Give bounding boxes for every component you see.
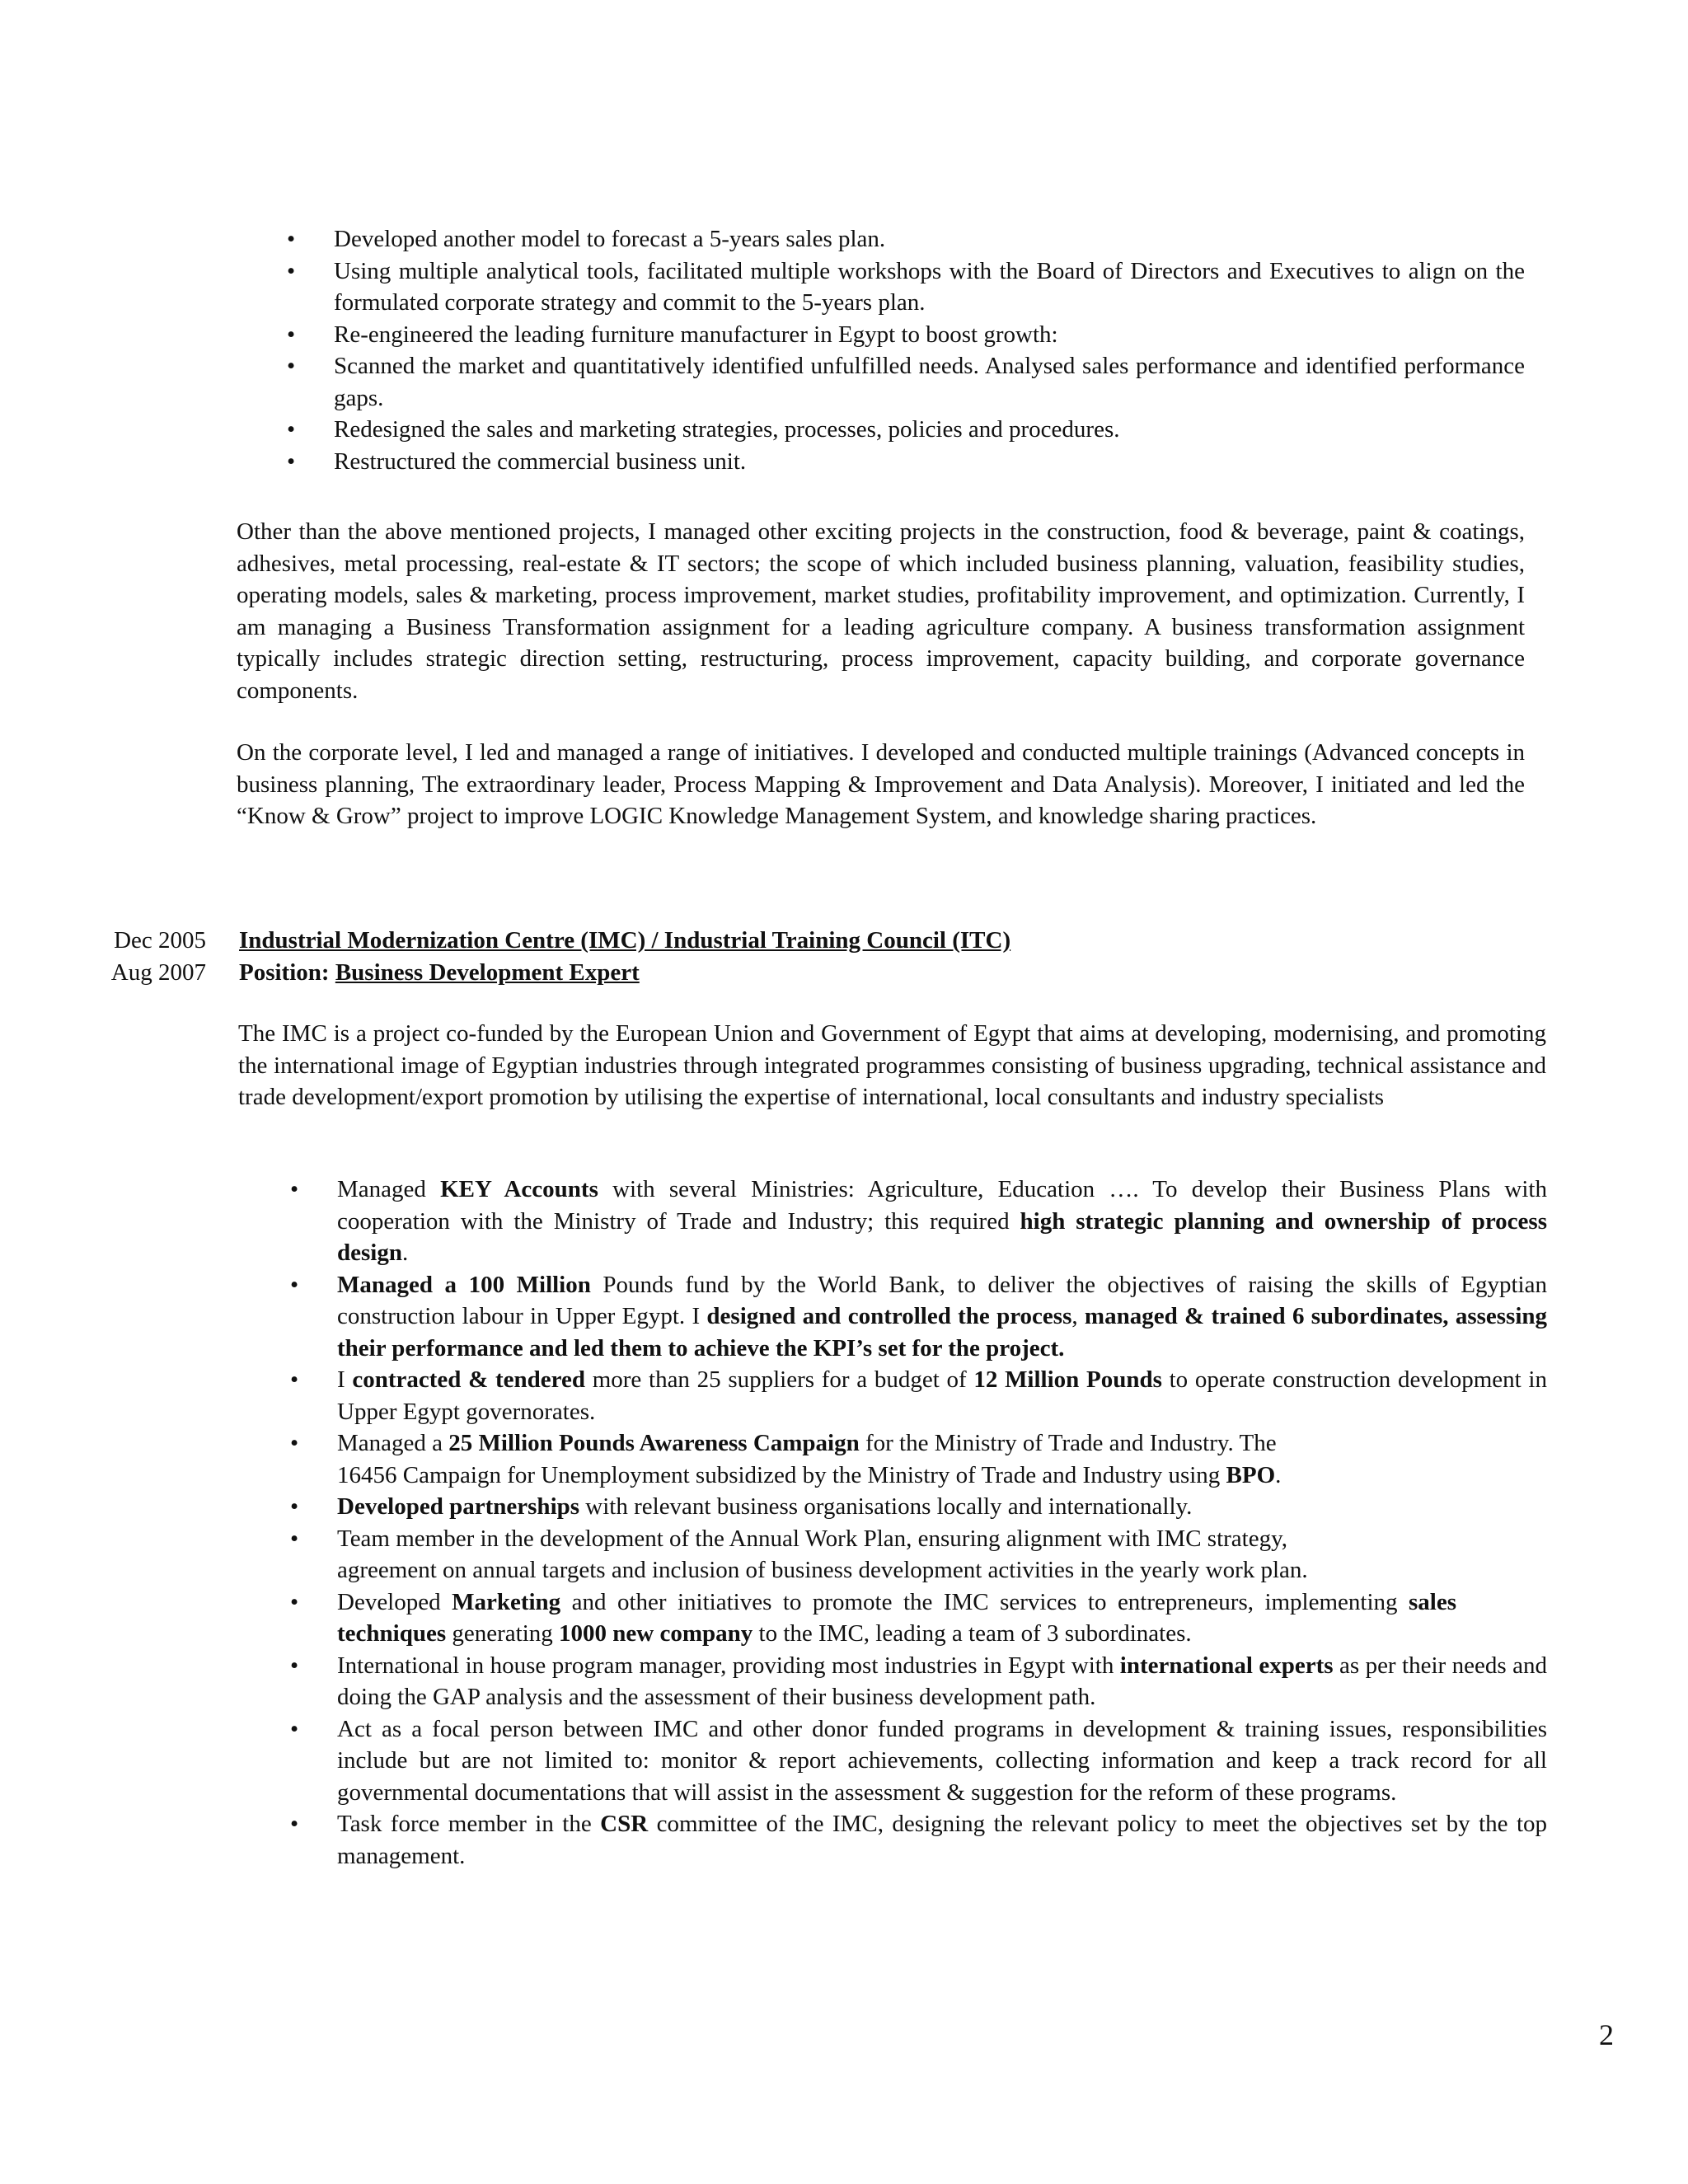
position-label: Position: — [239, 958, 330, 986]
imc-achievement-bullets — [337, 1174, 1547, 1872]
text: 16456 Campaign for Unemployment subsidized by the Ministry of Trade and Industry using — [337, 1461, 1226, 1488]
position-title: Business Development Expert — [335, 958, 640, 986]
other-projects-paragraph: Other than the above mentioned projects, I managed other exciting projects in the construction, food & beverage, paint & coatings, adhesives, metal processing, real-estate & IT sectors; the scope of which included business planning, valuation, feasibility studies, operating models, sales & marketing, process improvement, market studies, profitability improvement, and optimization. Currently, I am managing a Business Transformation assignment for a leading agriculture company. A business transformation assignment typically includes strategic direction setting, restructuring, process improvement, capacity building, and corporate governance components. — [237, 518, 1525, 704]
list-item — [337, 1586, 1547, 1650]
job-dates — [91, 925, 206, 988]
job-heading — [239, 925, 1558, 988]
text: as per their needs and doing the GAP analysis and the assessment of their business development path. — [337, 1652, 1547, 1710]
text: , — [1071, 1303, 1085, 1329]
list-item: • Using multiple analytical tools, facilitated multiple workshops with the Board of Directors and Executives to align on the formulated corporate strategy and commit to the 5-years plan. — [334, 255, 1525, 319]
text: Task force member in the — [337, 1811, 601, 1837]
corporate-initiatives-paragraph: On the corporate level, I led and managed a range of initiatives. I developed and conducted multiple trainings (Advanced concepts in business planning, The extraordinary leader, Process Mapping & Improvement and Data Analysis). Moreover, I initiated and led the “Know & Grow” project to improve LOGIC Knowledge Management System, and knowledge sharing practices. — [237, 739, 1525, 829]
text: with several Ministries: Agriculture, Education …. To develop their Business Plans with cooperation with the Ministry of Trade and Industry; this required — [337, 1176, 1547, 1235]
text: Managed a — [337, 1430, 449, 1456]
list-item: • Redesigned the sales and marketing strategies, processes, policies and procedures. — [334, 414, 1525, 446]
bold-text: 1000 new company — [559, 1620, 753, 1647]
bold-text: BPO — [1226, 1461, 1276, 1488]
list-item — [337, 1269, 1547, 1365]
text: . — [401, 1240, 409, 1266]
list-item — [337, 1364, 1547, 1427]
bold-text: international experts — [1119, 1652, 1334, 1679]
position-line — [239, 957, 1558, 989]
imc-description: The IMC is a project co-funded by the European Union and Government of Egypt that aims at developing, modernising, and promoting the international image of Egyptian industries through integrated programmes consisting of business upgrading, technical assistance and trade development/export promotion by utilising the expertise of international, local consultants and industry specialists — [238, 1020, 1546, 1110]
text: to operate construction development in Upper Egypt governorates. — [337, 1366, 1547, 1425]
bold-text: contracted & tendered — [352, 1366, 586, 1393]
text: Act as a focal person between IMC and other donor funded programs in development & training issues, responsibilities include but are not limited to: monitor & report achievements, collecting information and keep a track record for all governmental documentations that will assist in the assessment & suggestion for the reform of these programs. — [337, 1715, 1547, 1806]
bold-text: CSR — [600, 1811, 649, 1837]
bold-text: high strategic planning and ownership of process design — [337, 1207, 1547, 1266]
text: more than 25 suppliers for a budget of — [585, 1366, 974, 1393]
list-item: • Restructured the commercial business unit. — [334, 446, 1525, 478]
list-item — [337, 1713, 1547, 1809]
text: for the Ministry of Trade and Industry. The — [859, 1430, 1277, 1456]
bold-text: 25 Million Pounds Awareness Campaign — [448, 1430, 860, 1456]
text: generating — [446, 1620, 560, 1647]
text: . — [1275, 1461, 1282, 1488]
text: with relevant business organisations locally and internationally. — [579, 1493, 1193, 1520]
job-date-end: Aug 2007 — [110, 958, 206, 986]
text: Developed — [337, 1588, 452, 1615]
list-item: • Developed another model to forecast a 5-years sales plan. — [334, 223, 1525, 255]
text: to the IMC, leading a team of 3 subordinates. — [753, 1620, 1192, 1647]
job-date-start: Dec 2005 — [114, 927, 206, 954]
list-item — [337, 1650, 1547, 1713]
list-item — [337, 1808, 1547, 1872]
text: International in house program manager, providing most industries in Egypt with — [337, 1652, 1120, 1679]
text: Managed — [337, 1176, 441, 1202]
list-item: • Scanned the market and quantitatively identified unfulfilled needs. Analysed sales performance and identified performance gaps. — [334, 350, 1525, 414]
list-item — [337, 1174, 1547, 1269]
bold-text: Managed a 100 Million — [337, 1271, 591, 1298]
text: and other initiatives to promote the IMC services to entrepreneurs, implementing — [560, 1588, 1409, 1615]
bold-text: Marketing — [452, 1588, 561, 1615]
previous-role-bullets — [334, 223, 1525, 477]
list-item — [337, 1523, 1547, 1586]
list-item — [337, 1491, 1547, 1523]
bold-text: KEY Accounts — [440, 1176, 598, 1202]
list-item — [337, 1427, 1547, 1491]
list-item: • Re-engineered the leading furniture manufacturer in Egypt to boost growth: — [334, 319, 1525, 351]
text: Pounds fund by the World Bank, to deliver the objectives of raising the skills of Egyptian construction labour in Upper Egypt. I — [337, 1271, 1547, 1329]
page-number: 2 — [1599, 2018, 1614, 2051]
bold-text: managed & trained 6 subordinates, assessing their performance and led them to achieve the KPI’s set for the project. — [337, 1303, 1548, 1361]
text: Team member in the development of the Annual Work Plan, ensuring alignment with IMC strategy, — [337, 1525, 1287, 1552]
employer-name: Industrial Modernization Centre (IMC) / Industrial Training Council (ITC) — [239, 927, 1011, 954]
bold-text: Developed partnerships — [337, 1493, 580, 1520]
text: committee of the IMC, designing the relevant policy to meet the objectives set by the top management. — [337, 1811, 1547, 1869]
text: I — [337, 1366, 353, 1393]
bold-text: 12 Million Pounds — [973, 1366, 1162, 1393]
text: agreement on annual targets and inclusion of business development activities in the yearly work plan. — [337, 1557, 1308, 1583]
bold-text: sales techniques — [337, 1588, 1456, 1647]
bold-text: designed and controlled the process — [706, 1303, 1072, 1329]
